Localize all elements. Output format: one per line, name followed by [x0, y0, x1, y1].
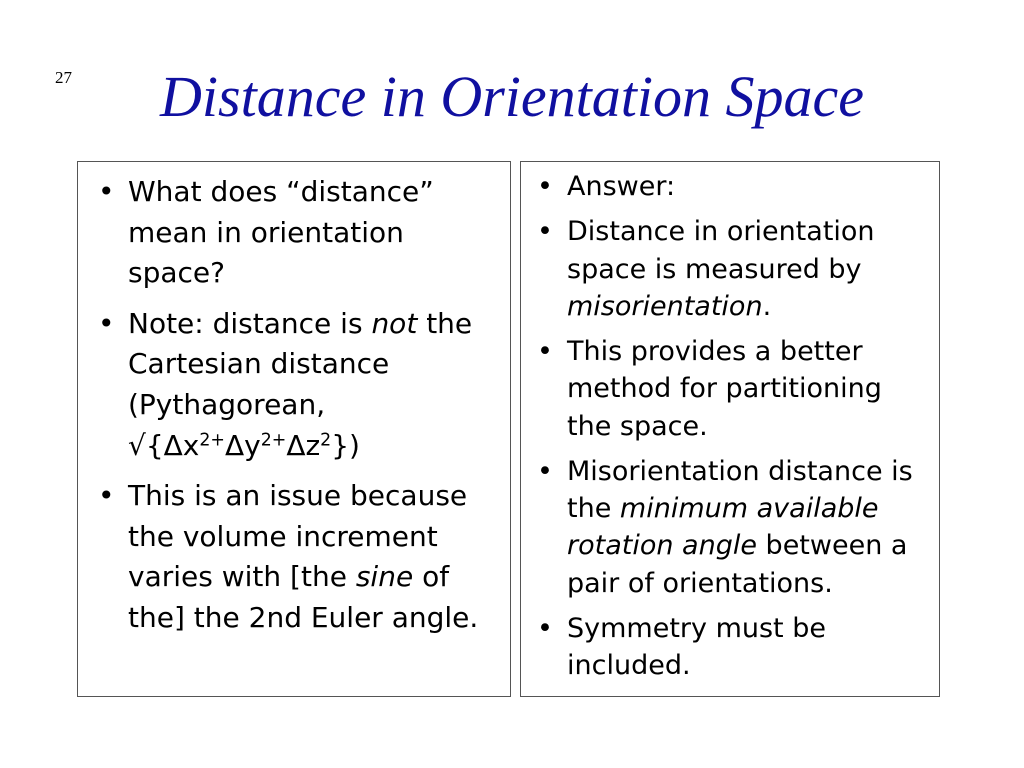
bullet-text: Δy	[224, 428, 261, 462]
right-bullet-1	[529, 168, 931, 205]
right-text-box	[520, 161, 940, 697]
bullet-icon: •	[537, 455, 553, 487]
bullet-text: This provides a better method for partitioning the space.	[567, 336, 882, 442]
bullet-icon: •	[537, 171, 553, 202]
right-bullet-3	[529, 333, 931, 445]
slide-number: 27	[55, 68, 72, 87]
bullet-text: })	[331, 428, 360, 462]
superscript: 2+	[260, 430, 287, 451]
bullet-text: This is an issue because the volume increment varies with [the	[128, 479, 468, 594]
bullet-text: the Cartesian distance (Pythagorean, √{Δx	[128, 306, 473, 462]
right-bullet-2	[529, 213, 931, 325]
bullet-icon: •	[98, 479, 115, 513]
right-bullet-4	[529, 453, 931, 602]
superscript: 2+	[199, 430, 225, 451]
bullet-text: Symmetry must be included.	[567, 612, 826, 681]
emphasis-text: sine	[355, 560, 414, 594]
bullet-text: of the] the 2nd Euler angle.	[128, 560, 479, 634]
bullet-text: .	[762, 290, 772, 322]
bullet-text: What does “distance” mean in orientation space?	[128, 175, 434, 290]
bullet-icon: •	[537, 612, 553, 644]
bullet-text: Note: distance is	[128, 306, 372, 340]
bullet-text: between a pair of orientations.	[567, 530, 908, 599]
left-bullet-1	[90, 172, 498, 294]
bullet-text: Answer:	[567, 171, 676, 202]
emphasis-text: misorientation	[567, 290, 763, 322]
left-text-box	[77, 161, 511, 697]
emphasis-text: not	[371, 306, 418, 340]
bullet-text: Δz	[286, 428, 321, 462]
bullet-icon: •	[537, 216, 553, 248]
bullet-text: Misorientation distance is the	[567, 455, 913, 524]
right-bullet-list	[521, 162, 939, 684]
slide-title: Distance in Orientation Space	[160, 64, 864, 129]
bullet-icon: •	[537, 336, 553, 367]
left-bullet-3	[90, 476, 498, 638]
right-bullet-5	[529, 610, 931, 685]
bullet-icon: •	[98, 306, 115, 340]
superscript: 2	[320, 430, 332, 451]
bullet-text: Distance in orientation space is measured by	[567, 216, 875, 285]
emphasis-text: minimum available rotation angle	[567, 493, 879, 562]
bullet-icon: •	[98, 175, 115, 208]
left-bullet-list	[78, 162, 510, 639]
left-bullet-2	[90, 304, 498, 466]
